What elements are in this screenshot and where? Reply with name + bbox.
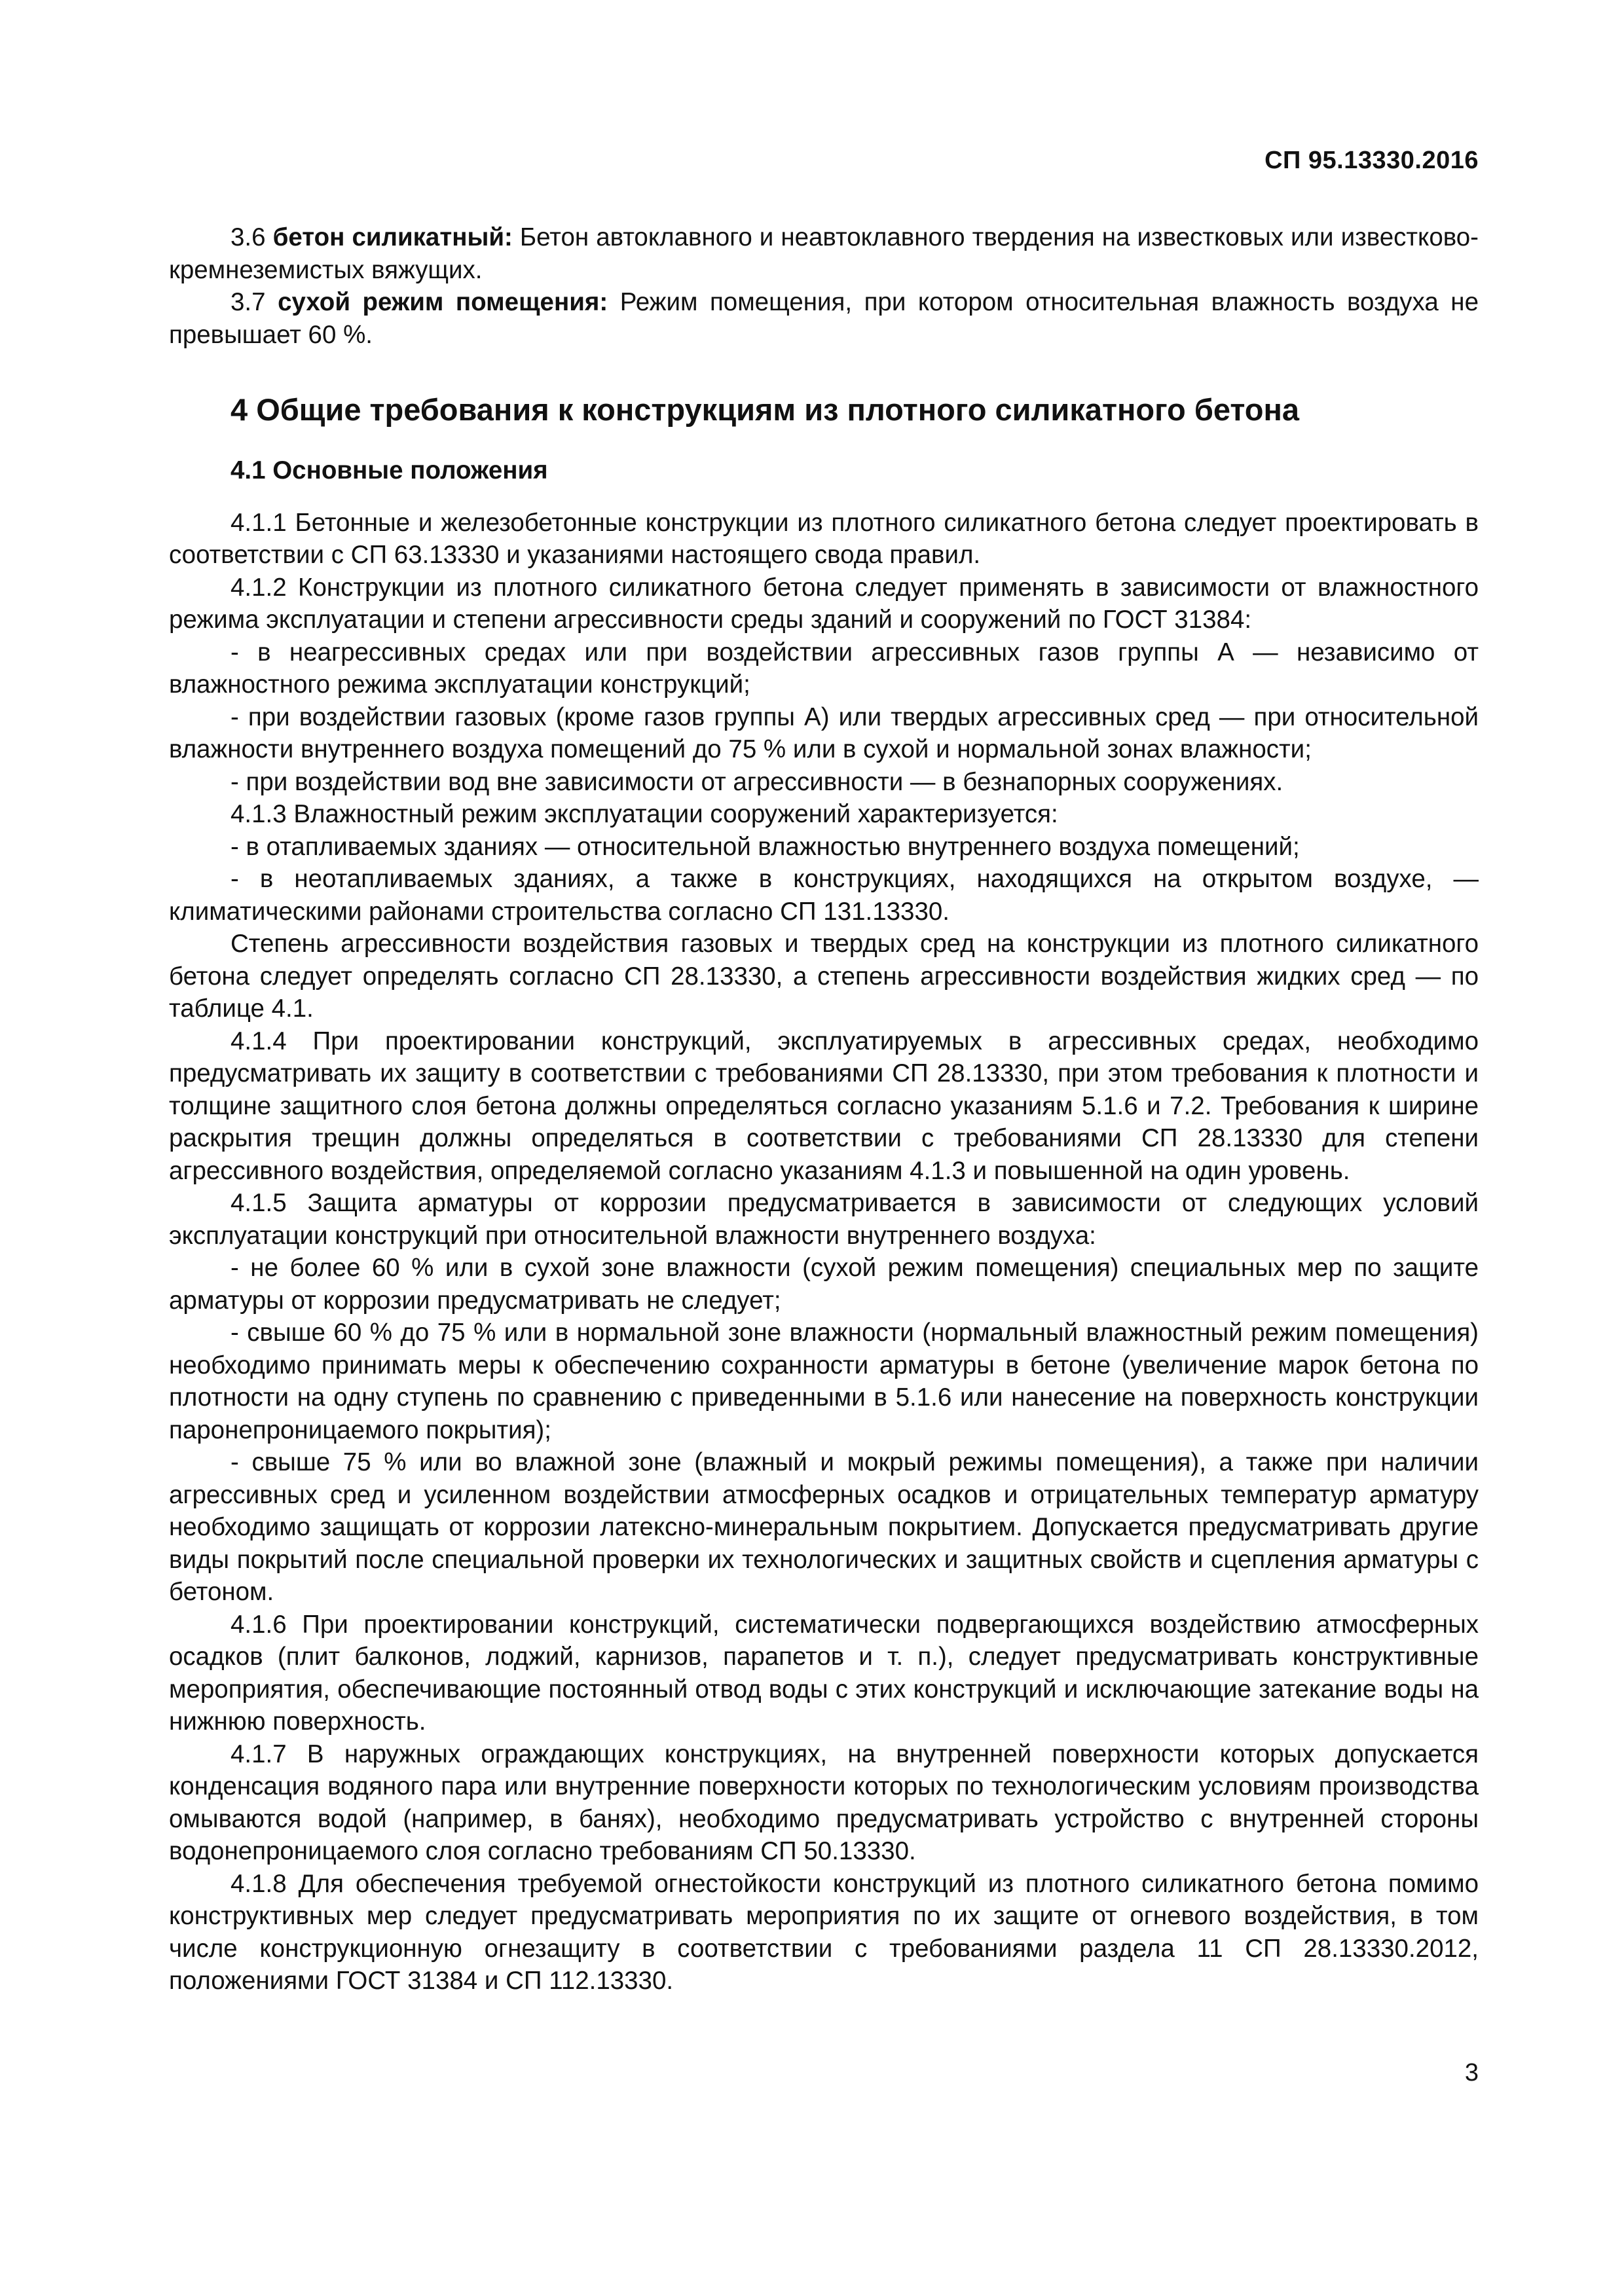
definition-text: Бетон автоклавного и неавтоклавного твердения на известковых или известково-кремнеземистых вяжущих. [169,223,1479,284]
definition-term: сухой режим помещения: [278,288,608,316]
list-item: - при воздействии газовых (кроме газов группы А) или твердых агрессивных сред — при относительной влажности внутреннего воздуха помещений до 75 % или в сухой и нормальной зонах влажности; [169,702,1479,763]
definition-number: 3.7 [231,288,266,316]
list-item: - свыше 60 % до 75 % или в нормальной зоне влажности (нормальный влажностный режим помещения) необходимо принимать меры к обеспечению сохранности арматуры в бетоне (увеличение марок бетона по плотности на одну ступень по сравнению с приведенными в 5.1.6 или нанесение на поверхность конструкции паронепроницаемого покрытия); [169,1319,1479,1444]
document-body [169,221,1479,1997]
paragraph-4-1-4: 4.1.4 При проектировании конструкций, эксплуатируемых в агрессивных средах, необходимо предусматривать их защиту в соответствии с требованиями СП 28.13330, при этом требования к плотности и толщине защитного слоя бетона должны определяться согласно указаниям 5.1.6 и 7.2. Требования к ширине раскрытия трещин должны определяться в соответствии с требованиями СП 28.13330 для степени агрессивного воздействия, определяемой согласно указаниям 4.1.3 и повышенной на один уровень. [169,1027,1479,1185]
list-item: - в неотапливаемых зданиях, а также в конструкциях, находящихся на открытом воздухе, — климатическими районами строительства согласно СП 131.13330. [169,865,1479,926]
definition-term: бетон силикатный: [272,223,513,251]
list-item: - в отапливаемых зданиях — относительной влажностью внутреннего воздуха помещений; [231,832,1300,861]
list-item: - в неагрессивных средах или при воздействии агрессивных газов группы А — независимо от влажностного режима эксплуатации конструкций; [169,638,1479,699]
paragraph-4-1-3: 4.1.3 Влажностный режим эксплуатации сооружений характеризуется: [231,800,1058,828]
paragraph-4-1-2: 4.1.2 Конструкции из плотного силикатного бетона следует применять в зависимости от влажностного режима эксплуатации и степени агрессивности среды зданий и сооружений по ГОСТ 31384: [169,573,1479,634]
definition-text: Режим помещения, при котором относительная влажность воздуха не превышает 60 %. [169,288,1479,349]
document-code: СП 95.13330.2016 [1264,147,1479,174]
paragraph-aggressiveness: Степень агрессивности воздействия газовых и твердых сред на конструкции из плотного силикатного бетона следует определять согласно СП 28.13330, а степень агрессивности воздействия жидких сред — по таблице 4.1. [169,930,1479,1023]
list-item: - свыше 75 % или во влажной зоне (влажный и мокрый режимы помещения), а также при наличии агрессивных сред и усиленном воздействии атмосферных осадков и отрицательных температур арматуру необходимо защищать от коррозии латексно-минеральным покрытием. Допускается предусматривать другие виды покрытий после специальной проверки их технологических и защитных свойств и сцепления арматуры с бетоном. [169,1448,1479,1606]
page-number: 3 [1464,2059,1479,2086]
list-item: - не более 60 % или в сухой зоне влажности (сухой режим помещения) специальных мер по защите арматуры от коррозии предусматривать не следует; [169,1254,1479,1315]
paragraph-4-1-6: 4.1.6 При проектировании конструкций, систематически подвергающихся воздействию атмосферных осадков (плит балконов, лоджий, карнизов, парапетов и т. п.), следует предусматривать конструктивные мероприятия, обеспечивающие постоянный отвод воды с этих конструкций и исключающие затекание воды на нижнюю поверхность. [169,1610,1479,1736]
paragraph-4-1-8: 4.1.8 Для обеспечения требуемой огнестойкости конструкций из плотного силикатного бетона помимо конструктивных мер следует предусматривать мероприятия по их защите от огневого воздействия, в том числе конструкционную огнезащиту в соответствии с требованиями раздела 11 СП 28.13330.2012, положениями ГОСТ 31384 и СП 112.13330. [169,1869,1479,1995]
section-title: 4 Общие требования к конструкциям из плотного силикатного бетона [231,392,1300,427]
paragraph-4-1-7: 4.1.7 В наружных ограждающих конструкциях, на внутренней поверхности которых допускается конденсация водяного пара или внутренние поверхности которых по технологическим условиям производства омываются водой (например, в банях), необходимо предусматривать устройство с внутренней стороны водонепроницаемого слоя согласно требованиям СП 50.13330. [169,1740,1479,1865]
definition-3-7 [169,286,1479,351]
list-item: - при воздействии вод вне зависимости от агрессивности — в безнапорных сооружениях. [231,767,1283,796]
subsection-title: 4.1 Основные положения [231,456,548,484]
paragraph-4-1-5: 4.1.5 Защита арматуры от коррозии предусматривается в зависимости от следующих условий эксплуатации конструкций при относительной влажности внутреннего воздуха: [169,1189,1479,1250]
paragraph-4-1-1: 4.1.1 Бетонные и железобетонные конструкции из плотного силикатного бетона следует проектировать в соответствии с СП 63.13330 и указаниями настоящего свода правил. [169,508,1479,569]
definition-3-6 [169,221,1479,286]
definition-number: 3.6 [231,223,266,251]
